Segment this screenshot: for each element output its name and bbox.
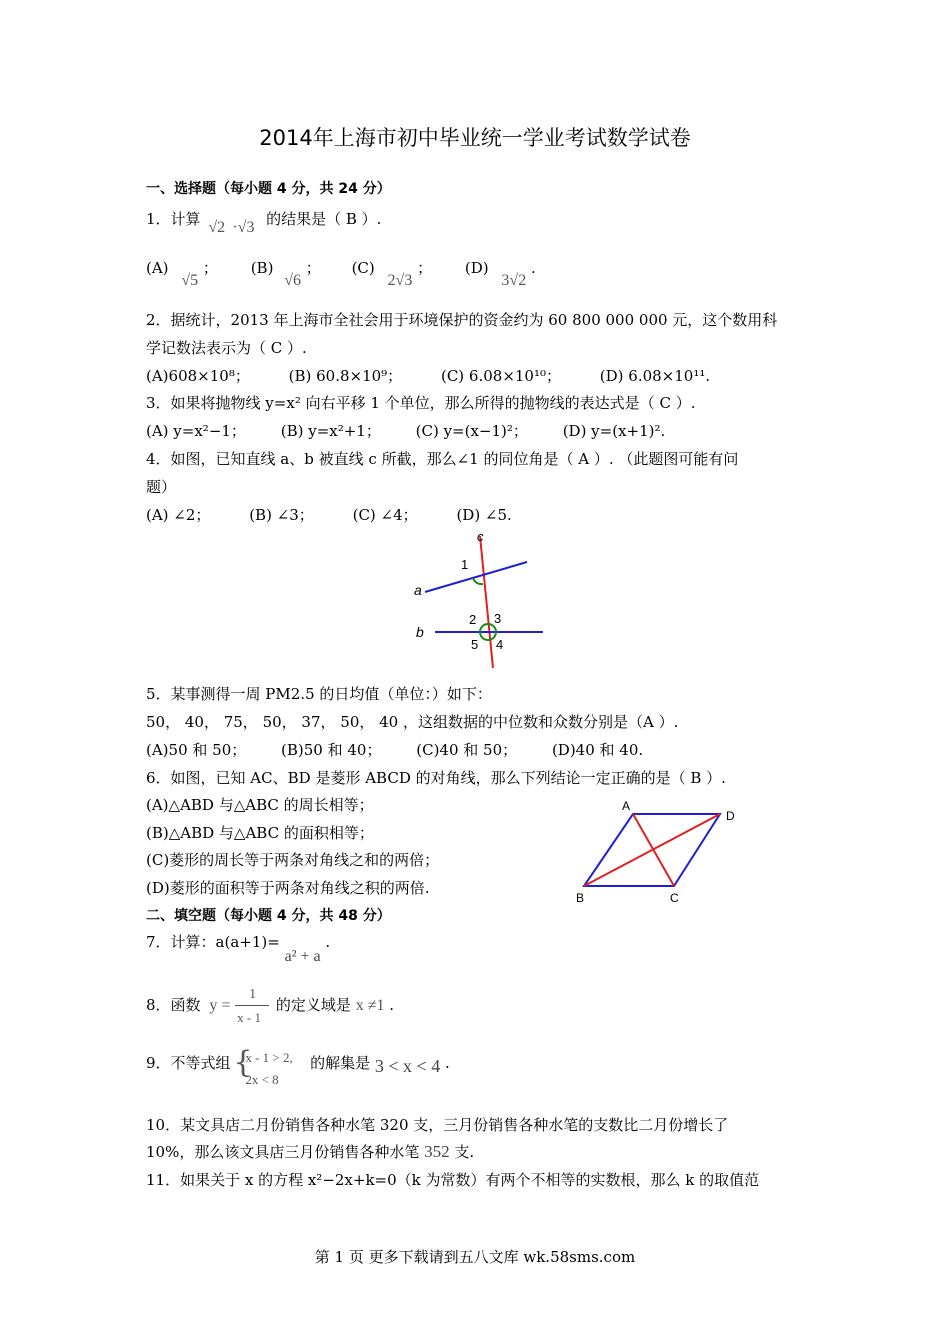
q1-stem: 1．计算: [146, 210, 201, 228]
label-5: 5: [471, 637, 479, 652]
q6-option-c: (C)菱形的周长等于两条对角线之和的两倍；: [146, 851, 440, 869]
label-4: 4: [496, 637, 504, 652]
figure-rhombus: [570, 798, 745, 908]
question-1: [146, 204, 382, 236]
q6-option-b: (B)△ABD 与△ABC 的面积相等；: [146, 824, 374, 842]
q2-options: (A)608×10⁸； (B) 60.8×10⁹； (C) 6.08×10¹⁰； (D) 6.08×10¹¹.: [146, 367, 711, 385]
question-7: 7．计算：a(a+1)= a² + a .: [146, 933, 331, 965]
question-10-line2: 10%，那么该文具店三月份销售各种水笔 352 支.: [146, 1142, 475, 1161]
page-footer: 第 1 页 更多下载请到五八文库 wk.58sms.com: [314, 1248, 636, 1266]
question-10-line1: 10．某文具店二月份销售各种水笔 320 支，三月份销售各种水笔的支数比二月份增长了: [146, 1116, 729, 1134]
question-4-line1: 4．如图，已知直线 a、b 被直线 c 所截，那么∠1 的同位角是（ A ）. （此题图可能有问: [146, 450, 739, 468]
q1-expression: √2 ·√3: [208, 219, 255, 236]
q8-fraction: $\frac{1}{x - 1}$: [235, 995, 271, 1015]
label-2: 2: [469, 612, 477, 627]
angle-1-arc: [473, 578, 483, 584]
q9-answer: 3 < x < 4: [374, 1056, 441, 1076]
q1-tail: 的结果是（ B ）.: [266, 210, 382, 228]
question-2-line2: 学记数法表示为（ C ）.: [146, 339, 307, 357]
q10-answer: 352: [424, 1142, 450, 1161]
label-3: 3: [494, 611, 502, 626]
q9-inequality-system: { x - 1 > 2, 2x < 8: [233, 1045, 293, 1087]
question-5-line2: 50， 40， 75， 50， 37， 50， 40 ，这组数据的中位数和众数分别是（A ）.: [146, 713, 679, 731]
label-1: 1: [461, 557, 469, 572]
label-c: c: [477, 529, 484, 544]
q6-option-a: (A)△ABD 与△ABC 的周长相等；: [146, 796, 374, 814]
section-heading-choice: 一、选择题（每小题 4 分，共 24 分）: [146, 181, 391, 197]
question-8: 8．函数 y = $\frac{1}{x - 1}$ 的定义域是 x ≠1 .: [146, 987, 395, 1025]
q5-options: (A)50 和 50； (B)50 和 40； (C)40 和 50； (D)40 和 40.: [146, 741, 644, 759]
label-a: a: [414, 582, 422, 598]
question-2-line1: 2．据统计，2013 年上海市全社会用于环境保护的资金约为 60 800 000 000 元，这个数用科: [146, 311, 778, 329]
question-5-line1: 5．某事测得一周 PM2.5 的日均值（单位：）如下：: [146, 685, 492, 703]
question-6: 6．如图，已知 AC、BD 是菱形 ABCD 的对角线，那么下列结论一定正确的是（ B ）.: [146, 769, 726, 787]
q4-options: (A) ∠2； (B) ∠3； (C) ∠4； (D) ∠5.: [146, 506, 512, 524]
label-B: B: [576, 891, 585, 905]
question-11-line1: 11．如果关于 x 的方程 x²−2x+k=0（k 为常数）有两个不相等的实数根，那么 k 的取值范: [146, 1171, 760, 1189]
label-A: A: [622, 799, 631, 813]
question-9: 9．不等式组 { x - 1 > 2, 2x < 8 的解集是 3 < x < 4 .: [146, 1045, 450, 1087]
page-title: 2014年上海市初中毕业统一学业考试数学试卷: [259, 126, 691, 150]
q7-answer: a² + a: [284, 948, 321, 965]
q3-options: (A) y=x²−1； (B) y=x²+1； (C) y=(x−1)²； (D) y=(x+1)².: [146, 422, 666, 440]
line-c: [480, 536, 493, 668]
label-b: b: [416, 624, 424, 640]
label-D: D: [726, 809, 735, 823]
q8-answer: x ≠1: [355, 997, 385, 1014]
diagonal-bd: [584, 814, 720, 886]
section-heading-fill: 二、填空题（每小题 4 分，共 48 分）: [146, 908, 391, 924]
q6-option-d: (D)菱形的面积等于两条对角线之积的两倍.: [146, 879, 430, 897]
figure-transversal: [405, 528, 555, 673]
label-C: C: [670, 891, 679, 905]
question-4-line2: 题）: [146, 478, 177, 496]
line-a: [425, 562, 527, 592]
question-3: 3．如果将抛物线 y=x² 向右平移 1 个单位，那么所得的抛物线的表达式是（ C ）.: [146, 394, 696, 412]
q1-options: (A) √5 ； (B) √6 ； (C) 2√3 ； (D) 3√2 .: [146, 259, 536, 289]
